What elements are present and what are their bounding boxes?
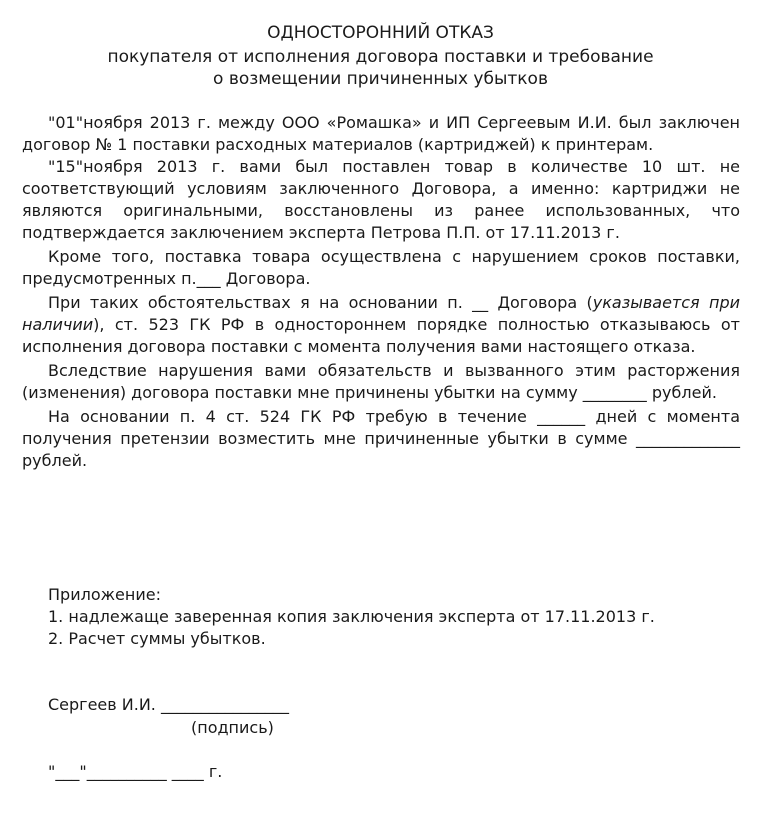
paragraph-contract: "01"ноября 2013 г. между ООО «Ромашка» и ИП Сергеевым И.И. был заключен договор № 1 поставки расходных материалов (картриджей) к принтерам. bbox=[22, 113, 740, 154]
paragraph-delivery: "15"ноября 2013 г. вами был поставлен товар в количестве 10 шт. не соответствующий условиям заключенного Договора, а именно: картриджи не являются оригинальными, восстановлены из ранее использованных, что подтверждается заключением эксперта Петрова П.П. от 17.11.2013 г. bbox=[22, 157, 740, 242]
document-title: ОДНОСТОРОННИЙ ОТКАЗ bbox=[267, 23, 494, 43]
appendix-section bbox=[22, 584, 740, 650]
appendix-item-1: 1. надлежаще заверенная копия заключения эксперта от 17.11.2013 г. bbox=[48, 607, 655, 626]
document-subtitle-line2: о возмещении причиненных убытков bbox=[213, 69, 548, 89]
appendix-item-2: 2. Расчет суммы убытков. bbox=[48, 629, 266, 648]
signature-line: Сергеев И.И. ________________ bbox=[48, 695, 289, 714]
paragraph-demand: На основании п. 4 ст. 524 ГК РФ требую в течение ______ дней с момента получения претензии возместить мне причиненные убытки в сумме _____________ рублей. bbox=[22, 407, 740, 470]
document-body bbox=[22, 112, 740, 472]
paragraph-damages: Вследствие нарушения вами обязательств и вызванного этим расторжения (изменения) договора поставки мне причинены убытки на сумму ________ рублей. bbox=[22, 361, 740, 402]
paragraph-refusal bbox=[22, 292, 740, 358]
paragraph-delay: Кроме того, поставка товара осуществлена с нарушением сроков поставки, предусмотренных п.___ Договора. bbox=[22, 247, 740, 288]
date-line: "___"__________ ____ г. bbox=[48, 762, 223, 781]
signature-caption: (подпись) bbox=[191, 718, 274, 737]
refusal-text-start: При таких обстоятельствах я на основании п. __ Договора ( bbox=[48, 293, 593, 312]
appendix-heading: Приложение: bbox=[48, 585, 161, 604]
refusal-text-italic: указывается при наличии bbox=[22, 293, 741, 334]
refusal-text-end: ), ст. 523 ГК РФ в одностороннем порядке полностью отказываюсь от исполнения договора поставки с момента получения вами настоящего отказа. bbox=[22, 315, 740, 356]
document-subtitle-line1: покупателя от исполнения договора поставки и требование bbox=[107, 47, 654, 67]
